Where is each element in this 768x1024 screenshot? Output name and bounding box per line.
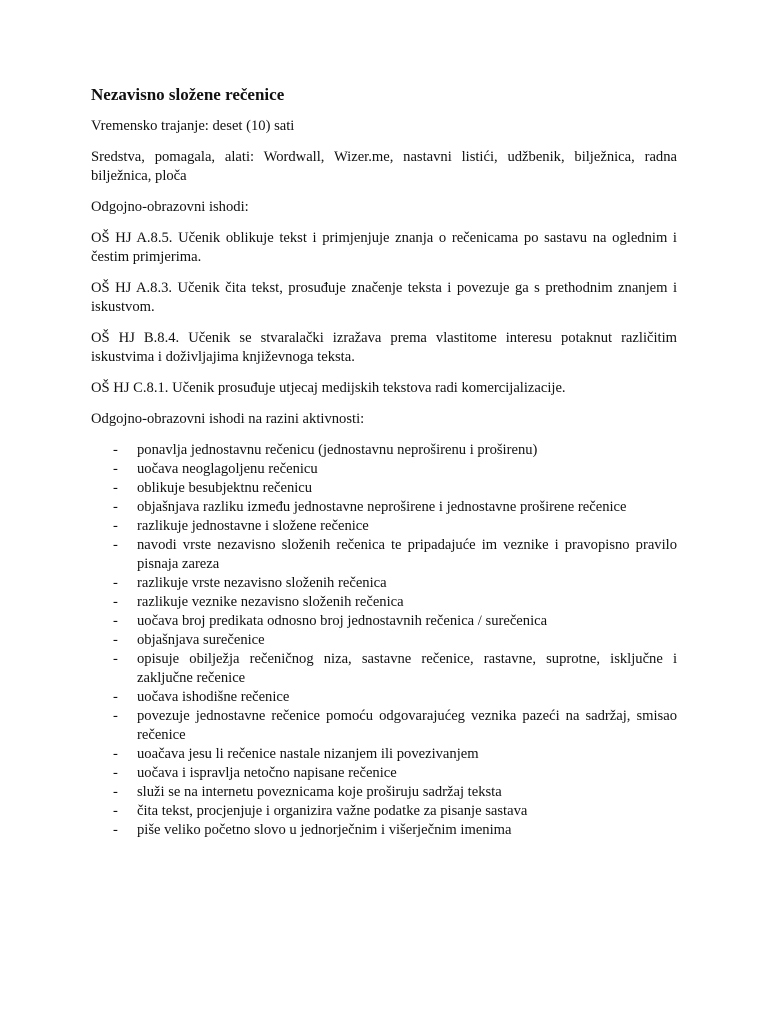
activity-outcomes-list [91,441,677,840]
bullet-dash: - [113,765,118,781]
document-title: Nezavisno složene rečenice [91,85,285,104]
list-item-text: objašnjava razliku između jednostavne neproširene i jednostavne proširene rečenice [137,499,627,515]
document-page [91,84,677,840]
list-item-text: uočava i ispravlja netočno napisane rečenice [137,765,397,781]
list-item [91,479,677,498]
list-item-text: uočava ishodišne rečenice [137,689,290,705]
bullet-dash: - [113,632,118,648]
outcome-a85: OŠ HJ A.8.5. Učenik oblikuje tekst i primjenjuje znanja o rečenicama po sastavu na oglednim i čestim primjerima. [91,230,677,265]
bullet-dash: - [113,803,118,819]
list-item [91,707,677,745]
list-item-text: povezuje jednostavne rečenice pomoću odgovarajućeg veznika pazeći na sadržaj, smisao rečenice [137,708,677,743]
list-item [91,517,677,536]
list-item [91,593,677,612]
outcomes-heading: Odgojno-obrazovni ishodi: [91,199,249,215]
list-item [91,802,677,821]
list-item-text: služi se na internetu poveznicama koje proširuju sadržaj teksta [137,784,502,800]
list-item [91,688,677,707]
list-item-text: razlikuje jednostavne i složene rečenice [137,518,369,534]
list-item-text: piše veliko početno slovo u jednorječnim i višerječnim imenima [137,822,512,838]
activity-outcomes-heading: Odgojno-obrazovni ishodi na razini aktivnosti: [91,411,365,427]
list-item [91,650,677,688]
list-item-text: objašnjava surečenice [137,632,265,648]
bullet-dash: - [113,613,118,629]
list-item-text: čita tekst, procjenjuje i organizira važne podatke za pisanje sastava [137,803,528,819]
bullet-dash: - [113,594,118,610]
bullet-dash: - [113,575,118,591]
duration-text: Vremensko trajanje: deset (10) sati [91,118,295,134]
list-item-text: uočava neoglagoljenu rečenicu [137,461,318,477]
bullet-dash: - [113,518,118,534]
list-item-text: uočava broj predikata odnosno broj jednostavnih rečenica / surečenica [137,613,548,629]
bullet-dash: - [113,784,118,800]
list-item [91,764,677,783]
list-item [91,612,677,631]
list-item [91,441,677,460]
bullet-dash: - [113,822,118,838]
materials-text: Sredstva, pomagala, alati: Wordwall, Wizer.me, nastavni listići, udžbenik, bilježnica, radna bilježnica, ploča [91,149,677,184]
bullet-dash: - [113,651,118,667]
bullet-dash: - [113,537,118,553]
list-item [91,498,677,517]
list-item-text: opisuje obilježja rečeničnog niza, sastavne rečenice, rastavne, suprotne, isključne i zaključne rečenice [137,651,677,686]
list-item [91,460,677,479]
bullet-dash: - [113,746,118,762]
list-item [91,745,677,764]
bullet-dash: - [113,708,118,724]
list-item-text: navodi vrste nezavisno složenih rečenica te pripadajuće im veznike i pravopisno pravilo pisnaja zareza [137,537,677,572]
bullet-dash: - [113,461,118,477]
outcome-a83: OŠ HJ A.8.3. Učenik čita tekst, prosuđuje značenje teksta i povezuje ga s prethodnim znanjem i iskustvom. [91,280,677,315]
list-item-text: razlikuje veznike nezavisno složenih rečenica [137,594,404,610]
list-item [91,783,677,802]
outcome-b84: OŠ HJ B.8.4. Učenik se stvaralački izražava prema vlastitome interesu potaknut različitim iskustvima i doživljajima književnoga teksta. [91,330,677,365]
list-item [91,821,677,840]
bullet-dash: - [113,480,118,496]
list-item-text: uoačava jesu li rečenice nastale nizanjem ili povezivanjem [137,746,479,762]
bullet-dash: - [113,499,118,515]
list-item [91,574,677,593]
outcome-c81: OŠ HJ C.8.1. Učenik prosuđuje utjecaj medijskih tekstova radi komercijalizacije. [91,380,566,396]
list-item [91,631,677,650]
bullet-dash: - [113,689,118,705]
list-item-text: razlikuje vrste nezavisno složenih rečenica [137,575,387,591]
bullet-dash: - [113,442,118,458]
list-item-text: oblikuje besubjektnu rečenicu [137,480,313,496]
list-item-text: ponavlja jednostavnu rečenicu (jednostavnu neproširenu i proširenu) [137,442,538,458]
list-item [91,536,677,574]
